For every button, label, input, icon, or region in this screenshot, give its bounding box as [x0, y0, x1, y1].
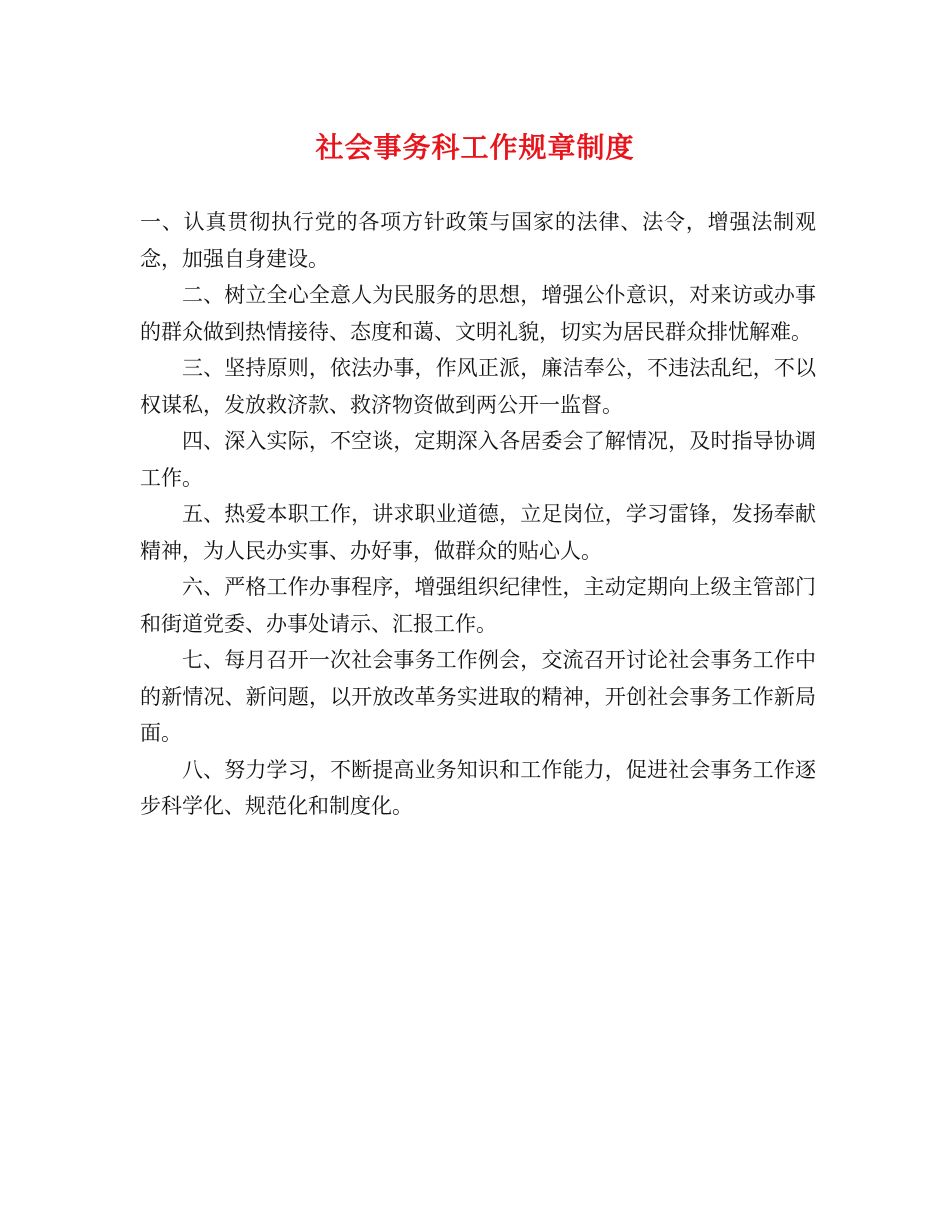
- paragraph-7: 七、每月召开一次社会事务工作例会，交流召开讨论社会事务工作中的新情况、新问题，以开放改革务实进取的精神，开创社会事务工作新局面。: [140, 648, 816, 745]
- paragraph-5: 五、热爱本职工作，讲求职业道德，立足岗位，学习雷锋，发扬奉献精神，为人民办实事、办好事，做群众的贴心人。: [140, 502, 816, 563]
- paragraph-6: 六、严格工作办事程序，增强组织纪律性，主动定期向上级主管部门和街道党委、办事处请示、汇报工作。: [140, 575, 816, 636]
- paragraph-3: 三、坚持原则，依法办事，作风正派，廉洁奉公，不违法乱纪，不以权谋私，发放救济款、救济物资做到两公开一监督。: [140, 356, 816, 417]
- paragraph-4: 四、深入实际，不空谈，定期深入各居委会了解情况，及时指导协调工作。: [140, 429, 816, 490]
- paragraph-8: 八、努力学习，不断提高业务知识和工作能力，促进社会事务工作逐步科学化、规范化和制度化。: [140, 757, 816, 818]
- paragraph-1: 一、认真贯彻执行党的各项方针政策与国家的法律、法令，增强法制观念，加强自身建设。: [140, 210, 816, 271]
- document-body: [140, 204, 816, 825]
- document-title: 社会事务科工作规章制度: [315, 131, 635, 164]
- paragraph-2: 二、树立全心全意人为民服务的思想，增强公仆意识，对来访或办事的群众做到热情接待、态度和蔼、文明礼貌，切实为居民群众排忧解难。: [140, 283, 816, 344]
